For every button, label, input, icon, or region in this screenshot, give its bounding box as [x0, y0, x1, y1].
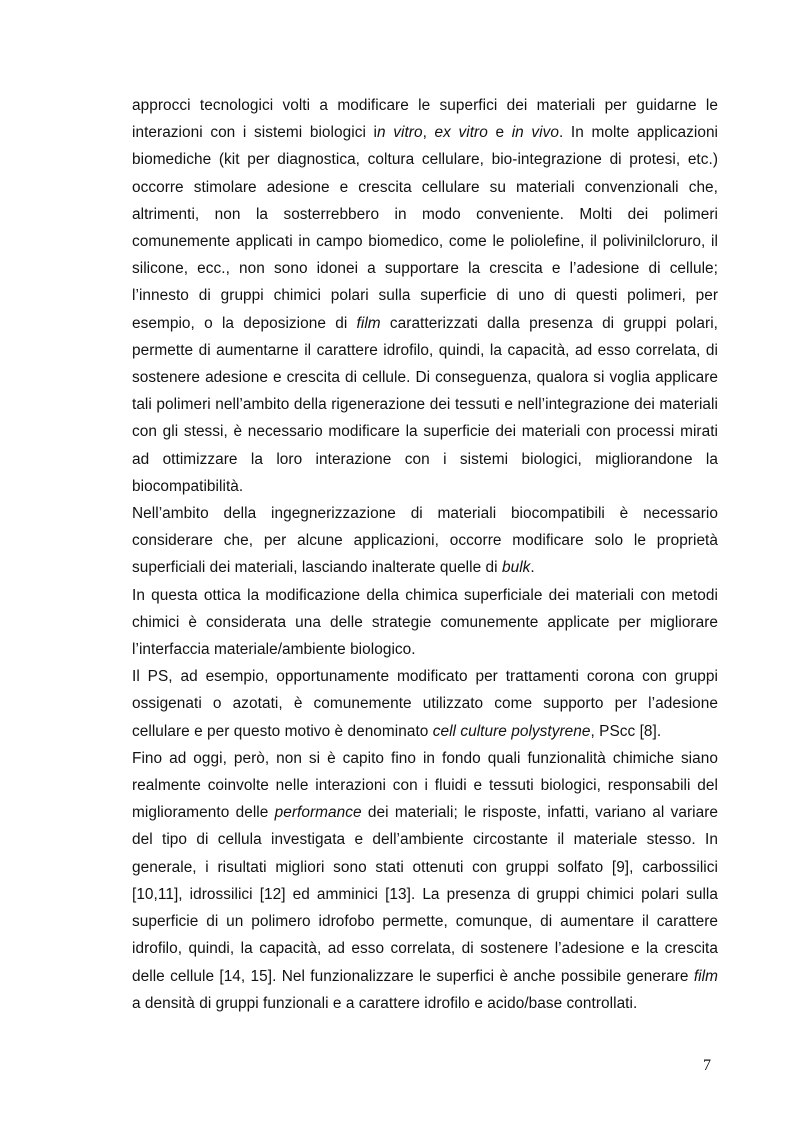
text-run: ,	[422, 124, 435, 142]
text-run: Fino ad oggi, però, non si è capito fino in fondo quali funzionalità chimiche siano realmente coinvolte nelle interazioni con i fluidi e tessuti biologici, responsabili del miglioramento delle	[132, 749, 718, 822]
italic-run: bulk	[501, 559, 531, 577]
text-run: Nell’ambito della ingegnerizzazione di materiali biocompatibili è necessario considerare che, per alcune applicazioni, occorre modificare solo le proprietà superficiali dei materiali, lasciando inalterate quelle di	[132, 505, 718, 577]
text-run: a densità di gruppi funzionali e a carattere idrofilo e acido/base controllati.	[132, 994, 638, 1012]
paragraph-2	[132, 500, 718, 582]
italic-run: ex vitro	[434, 124, 488, 142]
paragraph-4	[132, 663, 718, 745]
italic-run: cell culture polystyrene	[432, 722, 591, 740]
text-run: In questa ottica la modificazione della chimica superficiale dei materiali con metodi chimici è considerata una delle strategie comunemente applicate per migliorare l’interfaccia materiale/ambiente biologico.	[132, 586, 718, 659]
paragraph-1	[132, 92, 718, 500]
text-run: .	[530, 559, 535, 577]
text-run: Il PS, ad esempio, opportunamente modificato per trattamenti corona con gruppi ossigenati o azotati, è comunemente utilizzato come supporto per l’adesione cellulare e per questo motivo è denominato	[132, 668, 718, 740]
italic-run: in vivo	[511, 124, 559, 142]
text-run: e	[487, 124, 512, 142]
italic-run: film	[693, 967, 718, 985]
text-run: caratterizzati dalla presenza di gruppi polari, permette di aumentarne il carattere idrofilo, quindi, la capacità, ad esso correlata, di sostenere adesione e crescita di cellule. Di conseguenza, qualora si voglia applicare tali polimeri nell’ambito della rigenerazione dei tessuti e nell’integrazione dei materiali con gli stessi, è necessario modificare la superficie dei materiali con processi mirati ad ottimizzare la loro interazione con i sistemi biologici, migliorandone la biocompatibilità.	[132, 314, 718, 495]
body-text	[132, 92, 718, 1017]
page-number: 7	[703, 1057, 711, 1074]
text-run: dei materiali; le risposte, infatti, variano al variare del tipo di cellula investigata e dell’ambiente circostante il materiale stesso. In generale, i risultati migliori sono stati ottenuti con gruppi solfato [9], carbossilici [10,11], idrossilici [12] ed amminici [13]. La presenza di gruppi chimici polari sulla superficie di un polimero idrofobo permette, comunque, di aumentare il carattere idrofilo, quindi, la capacità, ad esso correlata, di sostenere l’adesione e la crescita delle cellule [14, 15]. Nel funzionalizzare le superfici è anche possibile generare	[132, 804, 718, 985]
italic-run: film	[356, 314, 381, 332]
text-run: , PScc [8].	[590, 722, 662, 740]
text-run: approcci tecnologici volti a modificare le superfici dei materiali per guidarne le interazioni con i sistemi biologici i	[132, 97, 718, 142]
text-run: . In molte applicazioni biomediche (kit per diagnostica, coltura cellulare, bio-integrazione di protesi, etc.) occorre stimolare adesione e crescita cellulare su materiali convenzionali che, altrimenti, non la sosterrebbero in modo conveniente. Molti dei polimeri comunemente applicati in campo biomedico, come le poliolefine, il polivinilcloruro, il silicone, ecc., non sono idonei a supportare la crescita e l’adesione di cellule; l’innesto di gruppi chimici polari sulla superficie di uno di questi polimeri, per esempio, o la deposizione di	[132, 124, 719, 332]
paragraph-3	[132, 582, 718, 664]
italic-run: n vitro	[377, 124, 423, 142]
paragraph-5	[132, 745, 718, 1017]
italic-run: performance	[274, 804, 362, 822]
